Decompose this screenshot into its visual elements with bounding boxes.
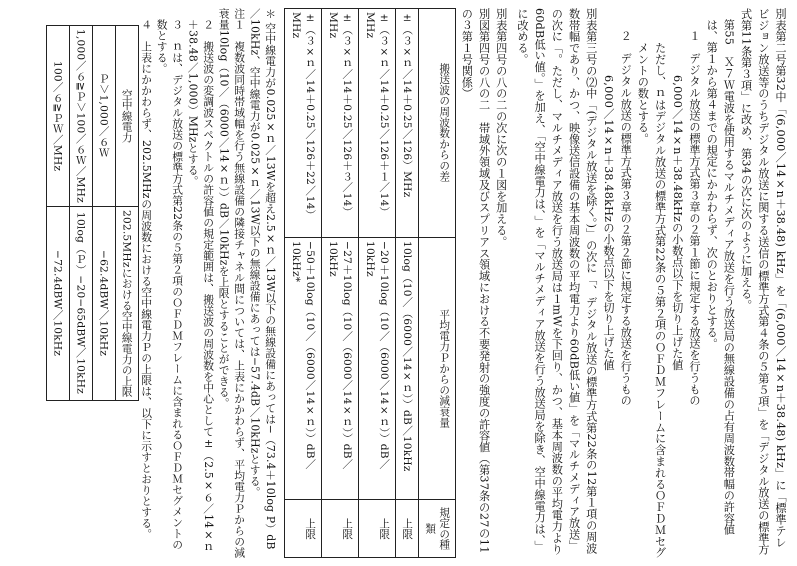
- spec-type-cell: 上限: [396, 499, 419, 557]
- freq-offset-cell: ±（３×ｎ／14＋0.25／126＋22／14）MHz: [285, 9, 322, 238]
- figure-title: 別図第四号の八の二 帯域外領域及びスプリアス領域における不要発射の強度の許容値（第37条の27の11の３第１号関係）: [460, 8, 491, 554]
- freq-offset-cell: ±（３×ｎ／14＋0.25／126）MHz: [396, 9, 419, 238]
- document-page: [8, 8, 789, 558]
- freq-offset-cell: ±（３×ｎ／14＋0.25／126＋１／14）MHz: [359, 9, 396, 238]
- note-3: ３ ｎは、デジタル放送の標準方式第22条の５第２項のＯＦＤＭフレームに含まれるＯＦＤＭセグメントの数とする。: [155, 18, 185, 550]
- appendix3-heading: 別表第三号の⑵中「(デジタル放送を除く。)」の次に「、デジタル放送の標準方式第22条の12第１項の周波数帯幅であり、かつ、映像送信設備の基本周波数の平均電力より60dB低い値」を「マルチメディア放送」の次に「。ただし、マルチメディア放送を行う放送局は１mWを下回り、かつ、基本周波数の平均電力より60dB低い値。」を加え、「空中線電力は、」を「マルチメディア放送を行う放送局を除き、空中線電力は、」に改める。: [515, 8, 598, 555]
- col-antenna-power: 空中線電力: [115, 25, 138, 206]
- item-2-value: 6,000／14×n＋38.48kHzの小数点以下を切り上げた値: [601, 75, 615, 371]
- antenna-power-cell: 100／６≧ＰＷ／MHz: [46, 25, 69, 206]
- note-1: 注１ 複数波同時帯域幅を行う無線設備の隣接チャネル間については、上表にかかわらず、平均電力Ｐからの減衰量10log（10／（6000／14×ｎ））dB／10kHzを上限とすることができる。: [217, 8, 247, 558]
- spec-type-cell: 上限: [285, 499, 322, 557]
- antenna-power-table: [46, 25, 139, 401]
- col-attenuation: 平均電力Ｐからの減衰量: [419, 237, 456, 499]
- power-limit-cell: −72.4dBW／10kHz: [46, 206, 69, 400]
- antenna-power-cell: 1,000／６≧Ｐ＞100／６Ｗ／MHz: [69, 25, 92, 206]
- attenuation-cell: 10log（10／（6000／14×ｎ））dB／10kHz: [396, 237, 419, 499]
- table-row: [285, 9, 322, 558]
- section-55: 第55 Ｘ７Ｗ電波を使用するマルチメディア放送を行う放送局の無線設備の占有周波数帯幅の許容値は、第１から第４までの規定にかかわらず、次のとおりとする。: [705, 19, 736, 536]
- antenna-power-cell: Ｐ＞1,000／６Ｗ: [92, 25, 115, 206]
- col-freq-offset: 搬送波の周波数からの差: [419, 9, 456, 238]
- table-row: [69, 25, 92, 400]
- attenuation-cell: −27＋10log（10／（6000／14×ｎ））dB／10kHz: [322, 237, 359, 499]
- item-1-value: 6,000／14×n＋38.48kHzの小数点以下を切り上げた値: [670, 75, 684, 371]
- table-header-row: [115, 25, 138, 400]
- item-1-note: ただし、ｎはデジタル放送の標準方式第22条の５第２項のＯＦＤＭフレームに含まれるＯＦＤＭセグメントの数とする。: [636, 41, 667, 558]
- attenuation-cell: −50＋10log（10／（6000／14×ｎ））dB／10kHz*: [285, 237, 322, 499]
- table-row: [359, 9, 396, 558]
- power-limit-cell: −62.4dBW／10kHz: [92, 206, 115, 400]
- table-row: [322, 9, 359, 558]
- power-limit-cell: 10log（Ｐ）−20−65dBW／10kHz: [69, 206, 92, 400]
- table-header-row: [419, 9, 456, 558]
- table-row: [92, 25, 115, 400]
- table-row: [46, 25, 69, 400]
- note-2: ２ 搬送波の変調波スペクトルの許容値の規定範囲は、搬送波の周波数を中心として±（2.5×６／14×ｎ＋38.48／1,000）MHzとする。: [186, 18, 216, 553]
- emission-limit-table: [284, 8, 456, 558]
- appendix3-sub: 別表第四号の八の二の次に次の１図を加える。: [494, 8, 508, 248]
- item-1: １ デジタル放送の標準方式第３章の２第１節に規定する放送を行うもの: [687, 30, 701, 407]
- item-2: ２ デジタル放送の標準方式第３章の２第２節に規定する放送を行うもの: [619, 30, 633, 407]
- appendix2-heading: 別表第二号第32中「(6,000／14×n＋38.48) kHz」を「(6,000／14×n＋38.48) kHz」に「標準テレビジョン放送等のうちデジタル放送に関する送信の標準方式第４条の５第５項」を「デジタル放送の標準方式第11条第３項」に改め、第34の次に次のように加える。: [739, 8, 787, 556]
- spec-type-cell: 上限: [359, 499, 396, 557]
- spec-type-cell: 上限: [322, 499, 359, 557]
- freq-offset-cell: ±（３×ｎ／14＋0.25／126＋３／14）MHz: [322, 9, 359, 238]
- col-spec-type: 規定の種類: [419, 499, 456, 557]
- table-row: [396, 9, 419, 558]
- note-4: ４ 上表にかかわらず、202.5MHzの周波数における空中線電力Ｐの上限は、以下に示すとおりとする。: [140, 18, 154, 540]
- note-star: ＊ 空中線電力が0.025×ｎ／13Wを超え2.5×ｎ／13W以下の無線設備にあっては−（73.4＋10log P）dB／10kHz、空中線電力が0.025×ｎ／13W以下の無線設備にあっては−57.4dB／10kHzとする。: [248, 8, 278, 550]
- attenuation-cell: −20＋10log（10／（6000／14×ｎ））dB／10kHz: [359, 237, 396, 499]
- col-power-limit: 202.5MHzにおける空中線電力の上限: [115, 206, 138, 400]
